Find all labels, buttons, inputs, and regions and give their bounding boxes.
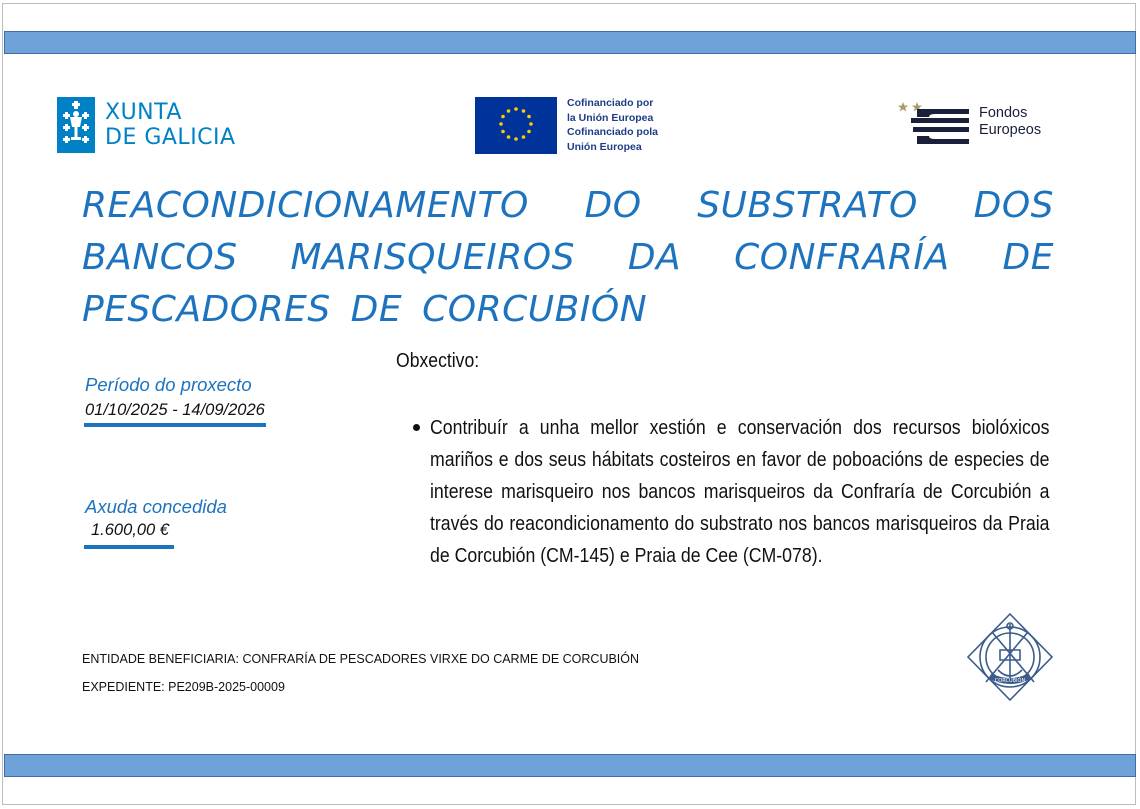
eu-line2: la Unión Europea — [567, 111, 654, 124]
seal-text: CORCUBIÓN — [994, 678, 1026, 684]
period-value: 01/10/2025 - 14/09/2026 — [85, 401, 265, 419]
file-number-text: EXPEDIENTE: PE209B-2025-00009 — [82, 680, 285, 694]
fondos-line1: Fondos — [979, 105, 1028, 121]
xunta-shield-icon — [57, 97, 95, 153]
aid-label: Axuda concedida — [85, 496, 227, 517]
aid-underline — [84, 545, 174, 549]
bottom-band — [4, 754, 1136, 777]
period-underline — [84, 423, 266, 427]
aid-value: 1.600,00 € — [91, 521, 169, 539]
top-band — [4, 31, 1136, 54]
bullet-icon — [413, 424, 420, 431]
project-title: REACONDICIONAMENTO DO SUBSTRATO DOS BANCOS MARISQUEIROS DA CONFRARÍA DE PESCADORES DE CORCUBIÓN — [82, 185, 1054, 330]
objective-heading: Obxectivo: — [396, 350, 480, 372]
period-label: Período do proxecto — [85, 374, 252, 395]
eu-cofinancing-logo — [475, 96, 658, 154]
confraria-seal-icon — [962, 610, 1058, 704]
beneficiary-text: ENTIDADE BENEFICIARIA: CONFRARÍA DE PESCADORES VIRXE DO CARME DE CORCUBIÓN — [82, 652, 640, 666]
eu-flag-icon — [475, 97, 557, 154]
eu-line3: Cofinanciado pola — [567, 126, 659, 138]
xunta-line1: XUNTA — [105, 100, 182, 125]
eu-line1: Cofinanciado por — [567, 97, 654, 109]
fondos-line2: Europeos — [979, 122, 1042, 138]
eu-line4: Unión Europea — [567, 140, 642, 153]
xunta-logo — [57, 97, 236, 153]
fondos-europeos-logo — [897, 100, 1041, 144]
xunta-line2: DE GALICIA — [105, 125, 236, 150]
objective-text: Contribuír a unha mellor xestión e conservación dos recursos biolóxicos mariños e dos seus hábitats costeiros en favor de poboacións de especies de interese marisqueiro nos bancos marisqueiros da Confraría de Corcubión a través do reacondicionamento do substrato nos bancos marisqueiros da Praia de Corcubión (CM-145) e Praia de Cee (CM-078). — [430, 417, 1050, 567]
fondos-europeos-icon — [897, 100, 971, 144]
